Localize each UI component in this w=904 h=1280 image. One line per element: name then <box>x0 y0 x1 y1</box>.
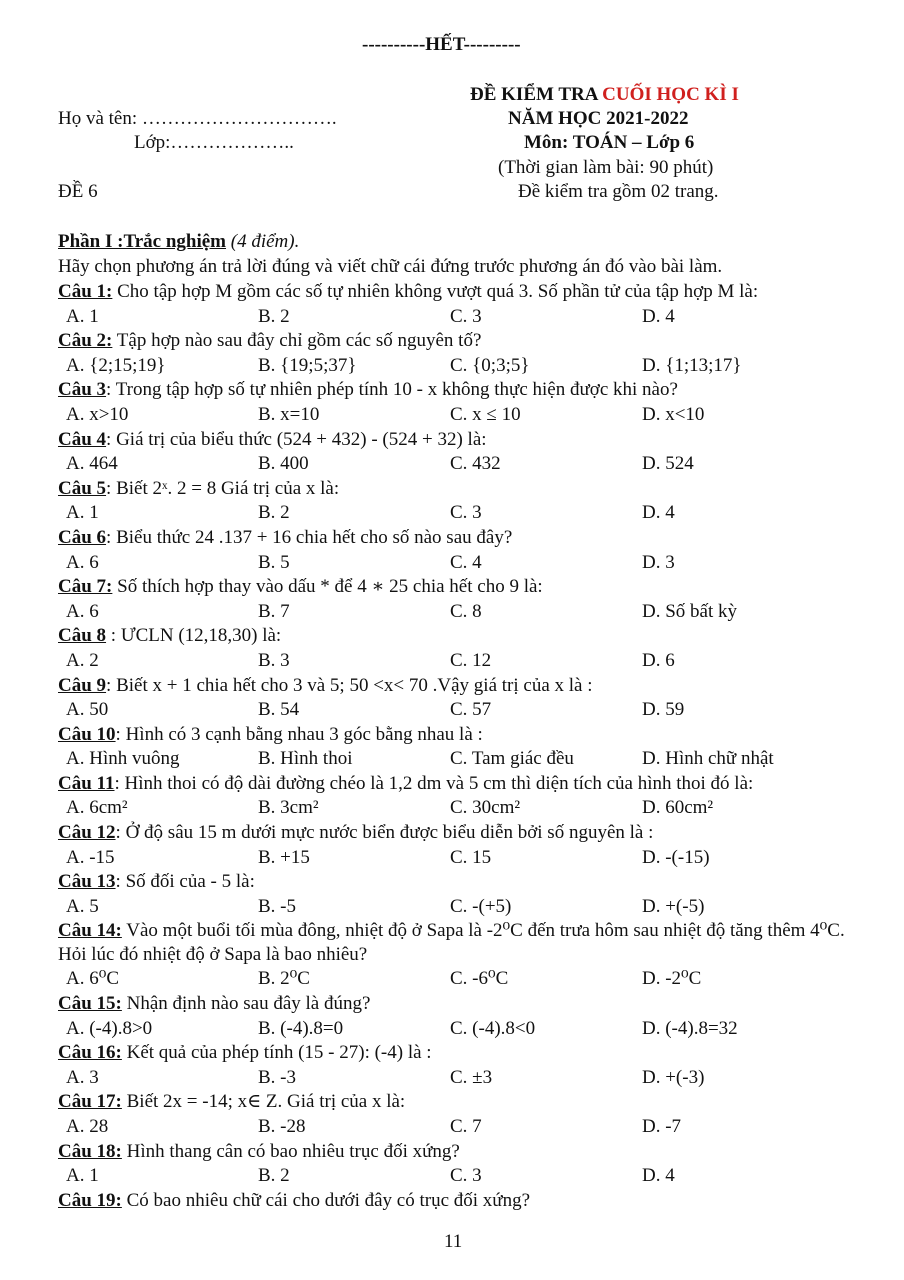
answer-option: A. 28 <box>66 1116 109 1137</box>
answer-option: A. 1 <box>66 502 99 524</box>
answer-options <box>58 403 858 428</box>
answer-options <box>58 1115 858 1140</box>
question-line <box>58 1189 858 1214</box>
question-block <box>58 772 858 821</box>
subject: Môn: TOÁN – Lớp 6 <box>524 132 695 153</box>
question-text: : Hình có 3 cạnh bằng nhau 3 góc bằng nhau là : <box>115 723 483 745</box>
answer-option: D. -2⁰C <box>642 968 702 990</box>
answer-option: D. (-4).8=32 <box>642 1017 738 1039</box>
answer-options <box>58 1164 858 1189</box>
question-label: Câu 18: <box>58 1140 122 1162</box>
duration: (Thời gian làm bài: 90 phút) <box>498 157 714 178</box>
answer-option: B. 7 <box>258 600 290 622</box>
question-block <box>58 1090 858 1139</box>
question-text: : Giá trị của biểu thức (524 + 432) - (524 + 32) là: <box>106 428 487 450</box>
question-block <box>58 329 858 378</box>
answer-option: D. 3 <box>642 551 675 573</box>
answer-option: A. -15 <box>66 846 115 868</box>
answer-option: D. 6 <box>642 649 675 671</box>
answer-option: A. 6cm² <box>66 797 128 819</box>
answer-option: B. x=10 <box>258 403 320 425</box>
question-block <box>58 870 858 919</box>
section-title <box>58 230 299 254</box>
answer-option: D. 4 <box>642 1165 675 1187</box>
answer-option: D. +(-3) <box>642 1066 705 1088</box>
question-block <box>58 992 858 1041</box>
answer-option: D. -(-15) <box>642 846 710 868</box>
answer-option: C. 3 <box>450 1165 482 1187</box>
answer-option: C. 15 <box>450 846 492 868</box>
question-text: Cho tập hợp M gồm các số tự nhiên không vượt quá 3. Số phần tử của tập hợp M là: <box>112 281 759 302</box>
question-label: Câu 1: <box>58 281 113 302</box>
question-label: Câu 10 <box>58 723 116 745</box>
question-text: Nhận định nào sau đây là đúng? <box>121 993 371 1015</box>
question-line <box>58 526 858 551</box>
question-block <box>58 477 858 526</box>
answer-option: B. 3 <box>258 649 290 671</box>
answer-option: B. -28 <box>258 1116 306 1137</box>
question-line <box>58 772 858 797</box>
answer-option: D. x<10 <box>642 403 705 425</box>
answer-option: C. 30cm² <box>450 797 521 819</box>
answer-option: C. {0;3;5} <box>450 354 530 376</box>
section-title-text: Phần I :Trắc nghiệm <box>58 231 227 252</box>
question-label: Câu 8 <box>58 625 107 647</box>
answer-option: B. 2 <box>258 1165 290 1187</box>
answer-option: D. 4 <box>642 305 675 327</box>
answer-option: A. 2 <box>66 649 99 671</box>
answer-option: C. x ≤ 10 <box>450 403 521 425</box>
question-line <box>58 992 858 1017</box>
question-label: Câu 11 <box>58 772 115 794</box>
answer-options <box>58 354 858 379</box>
answer-options <box>58 501 858 526</box>
question-block <box>58 280 858 329</box>
answer-option: B. 3cm² <box>258 797 319 819</box>
answer-option: B. 54 <box>258 699 300 721</box>
answer-options <box>58 967 858 992</box>
question-line <box>58 624 858 649</box>
exam-title-prefix: ĐỀ KIỂM TRA <box>470 84 603 105</box>
answer-options <box>58 895 858 920</box>
question-list <box>58 280 858 1213</box>
top-divider: ----------HẾT--------- <box>362 34 521 55</box>
question-label: Câu 16: <box>58 1042 122 1064</box>
section-points: (4 điểm). <box>230 231 300 252</box>
answer-option: A. 6 <box>66 551 99 573</box>
question-line <box>58 1041 858 1066</box>
question-text: Tập hợp nào sau đây chỉ gồm các số nguyên tố? <box>112 330 482 352</box>
answer-options <box>58 747 858 772</box>
answer-option: A. 1 <box>66 1165 99 1187</box>
question-block <box>58 1140 858 1189</box>
question-line <box>58 1140 858 1165</box>
question-text: : ƯCLN (12,18,30) là: <box>106 625 282 647</box>
question-line <box>58 428 858 453</box>
answer-option: C. 3 <box>450 305 482 327</box>
question-text: : Số đối của - 5 là: <box>115 871 255 893</box>
answer-option: B. -5 <box>258 895 296 917</box>
question-block <box>58 919 858 992</box>
question-line <box>58 723 858 748</box>
page-number: 11 <box>444 1231 463 1252</box>
answer-option: B. 5 <box>258 551 290 573</box>
answer-options <box>58 649 858 674</box>
question-text: Số thích hợp thay vào dấu * để 4 ∗ 25 chia hết cho 9 là: <box>112 576 543 598</box>
question-block <box>58 526 858 575</box>
answer-option: C. ±3 <box>450 1066 493 1088</box>
answer-options <box>58 1066 858 1091</box>
question-label: Câu 15: <box>58 993 122 1015</box>
question-block <box>58 428 858 477</box>
school-year: NĂM HỌC 2021-2022 <box>508 108 689 129</box>
answer-options <box>58 305 858 330</box>
question-text: : Biết 2ˣ. 2 = 8 Giá trị của x là: <box>106 477 340 499</box>
question-block <box>58 1189 858 1214</box>
answer-option: C. 12 <box>450 649 492 671</box>
answer-option: D. 524 <box>642 453 694 475</box>
answer-option: B. {19;5;37} <box>258 354 357 376</box>
question-block <box>58 723 858 772</box>
question-text: : Trong tập hợp số tự nhiên phép tính 10 - x không thực hiện được khi nào? <box>106 379 678 401</box>
question-line <box>58 870 858 895</box>
question-line <box>58 575 858 600</box>
answer-option: C. Tam giác đều <box>450 748 574 770</box>
answer-option: B. 2⁰C <box>258 968 310 990</box>
exam-code: ĐỀ 6 <box>58 181 98 202</box>
question-label: Câu 9 <box>58 674 107 696</box>
question-line <box>58 477 858 502</box>
pages-note: Đề kiểm tra gồm 02 trang. <box>518 181 719 202</box>
answer-option: A. x>10 <box>66 403 129 425</box>
question-block <box>58 575 858 624</box>
answer-option: A. {2;15;19} <box>66 354 166 376</box>
answer-options <box>58 551 858 576</box>
answer-options <box>58 796 858 821</box>
answer-option: A. 5 <box>66 895 99 917</box>
question-text: : Ở độ sâu 15 m dưới mực nước biển được biểu diễn bởi số nguyên là : <box>115 822 654 844</box>
answer-option: B. Hình thoi <box>258 748 353 770</box>
question-line <box>58 821 858 846</box>
question-block <box>58 378 858 427</box>
question-label: Câu 7: <box>58 576 113 598</box>
answer-option: B. (-4).8=0 <box>258 1017 344 1039</box>
exam-title-highlight: CUỐI HỌC KÌ I <box>602 84 739 105</box>
exam-title <box>470 83 739 107</box>
answer-option: B. 2 <box>258 502 290 524</box>
answer-option: D. 59 <box>642 699 685 721</box>
question-line <box>58 329 858 354</box>
answer-option: C. (-4).8<0 <box>450 1017 536 1039</box>
answer-option: D. Số bất kỳ <box>642 600 737 622</box>
question-text: Kết quả của phép tính (15 - 27): (-4) là : <box>121 1042 432 1064</box>
answer-option: C. 7 <box>450 1116 482 1137</box>
answer-option: A. 6 <box>66 600 99 622</box>
answer-option: B. -3 <box>258 1066 296 1088</box>
question-text: : Biết x + 1 chia hết cho 3 và 5; 50 <x< 70 .Vậy giá trị của x là : <box>106 674 593 696</box>
answer-options <box>58 452 858 477</box>
name-field: Họ và tên: …………………………. <box>58 108 337 129</box>
answer-option: D. -7 <box>642 1116 682 1137</box>
question-line <box>58 919 858 967</box>
answer-option: D. 60cm² <box>642 797 714 819</box>
question-text: Vào một buổi tối mùa đông, nhiệt độ ở Sapa là -2⁰C đến trưa hôm sau nhiệt độ tăng thêm 4⁰C. Hỏi lúc đó nhiệt độ ở Sapa là bao nhiêu? <box>58 920 845 966</box>
class-field: Lớp:……………….. <box>134 132 294 153</box>
answer-option: A. Hình vuông <box>66 748 180 770</box>
question-line <box>58 1090 858 1115</box>
answer-options <box>58 1017 858 1042</box>
answer-option: A. 3 <box>66 1066 99 1088</box>
question-block <box>58 821 858 870</box>
answer-option: A. (-4).8>0 <box>66 1017 153 1039</box>
question-label: Câu 13 <box>58 871 116 893</box>
question-label: Câu 5 <box>58 477 107 499</box>
answer-option: C. 432 <box>450 453 501 475</box>
answer-options <box>58 600 858 625</box>
question-text: Biết 2x = -14; x∈ Z. Giá trị của x là: <box>121 1091 406 1113</box>
answer-option: A. 6⁰C <box>66 968 120 990</box>
question-label: Câu 19: <box>58 1189 122 1211</box>
question-label: Câu 3 <box>58 379 107 401</box>
answer-option: C. -6⁰C <box>450 968 509 990</box>
answer-option: C. 57 <box>450 699 492 721</box>
question-text: : Hình thoi có độ dài đường chéo là 1,2 dm và 5 cm thì diện tích của hình thoi đó là: <box>114 772 754 794</box>
answer-option: D. 4 <box>642 502 675 524</box>
answer-option: A. 464 <box>66 453 118 475</box>
question-text: Có bao nhiêu chữ cái cho dưới đây có trục đối xứng? <box>121 1189 531 1211</box>
answer-option: D. {1;13;17} <box>642 354 742 376</box>
question-text: Hình thang cân có bao nhiêu trục đối xứng? <box>121 1140 460 1162</box>
answer-option: C. 8 <box>450 600 482 622</box>
question-line <box>58 674 858 699</box>
question-line <box>58 378 858 403</box>
answer-option: A. 50 <box>66 699 109 721</box>
answer-option: C. 4 <box>450 551 482 573</box>
answer-option: B. +15 <box>258 846 310 868</box>
question-label: Câu 6 <box>58 526 107 548</box>
answer-option: D. +(-5) <box>642 895 705 917</box>
answer-option: C. 3 <box>450 502 482 524</box>
answer-options <box>58 846 858 871</box>
answer-option: B. 2 <box>258 305 290 327</box>
answer-option: B. 400 <box>258 453 309 475</box>
question-label: Câu 12 <box>58 822 116 844</box>
question-label: Câu 14: <box>58 920 122 942</box>
question-block <box>58 1041 858 1090</box>
question-block <box>58 674 858 723</box>
question-label: Câu 17: <box>58 1091 122 1113</box>
question-block <box>58 624 858 673</box>
question-label: Câu 2: <box>58 330 113 352</box>
question-label: Câu 4 <box>58 428 107 450</box>
answer-option: A. 1 <box>66 305 99 327</box>
section-instruction: Hãy chọn phương án trả lời đúng và viết chữ cái đứng trước phương án đó vào bài làm. <box>58 256 723 277</box>
answer-option: D. Hình chữ nhật <box>642 748 774 770</box>
question-text: : Biểu thức 24 .137 + 16 chia hết cho số nào sau đây? <box>106 526 513 548</box>
answer-options <box>58 698 858 723</box>
answer-option: C. -(+5) <box>450 895 512 917</box>
question-line <box>58 280 858 305</box>
